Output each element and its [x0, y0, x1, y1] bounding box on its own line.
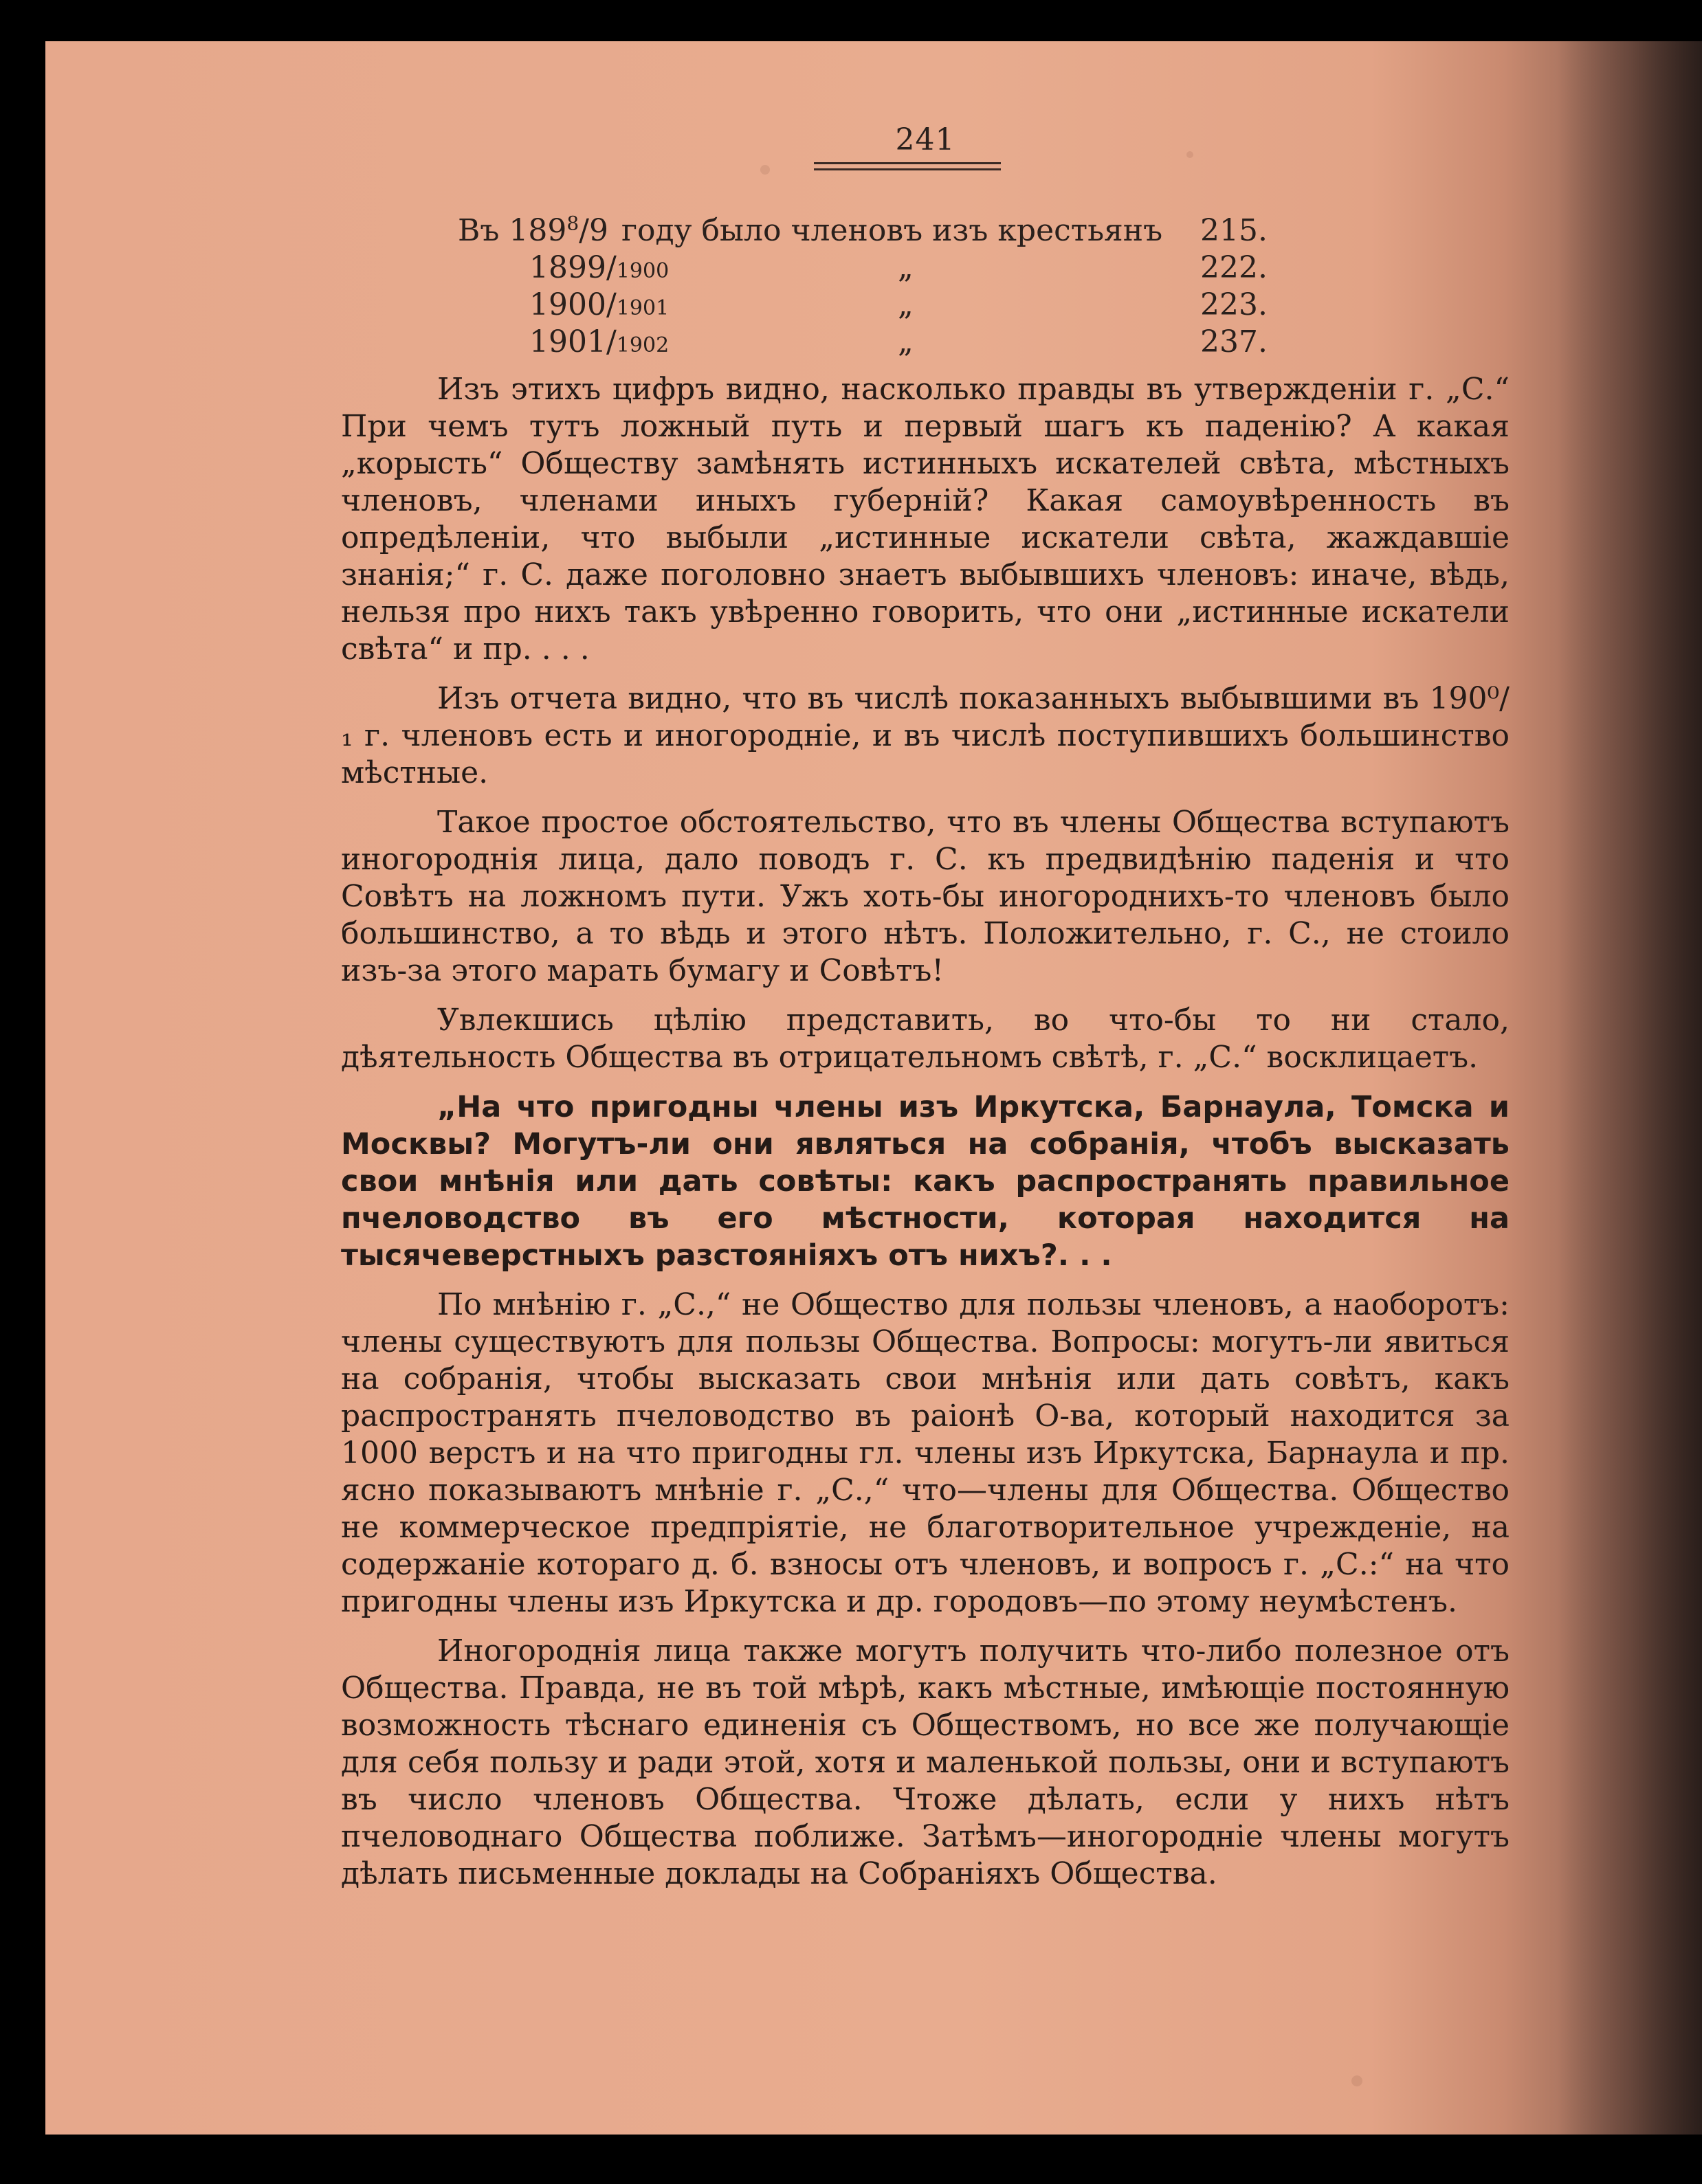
stat-value: 223. — [1200, 287, 1268, 322]
ink-spot — [1186, 151, 1193, 158]
paragraph: Такое простое обстоятельство, что въ члены Общества вступаютъ иногороднія лица, дало поводъ г. С. къ предвидѣнію паденія и что Совѣтъ на ложномъ пути. Ужъ хоть-бы иногороднихъ-то членовъ было большинство, а то вѣдь и этого нѣтъ. Положительно, г. С., не стоило изъ-за этого марать бумагу и Совѣтъ! — [341, 805, 1510, 988]
stat-year: Въ $189^8/9$ — [458, 212, 608, 248]
quoted-passage: „На что пригодны члены изъ Иркутска, Барнаула, Томска и Москвы? Могутъ-ли они являться на собранія, чтобъ высказать свои мнѣнія или дать совѣты: какъ распространять правильное пчеловодство въ его мѣстности, которая находится на тысячеверстныхъ разстояніяхъ отъ нихъ?. . . — [341, 1090, 1510, 1273]
stat-year: 1901/1902 — [529, 324, 670, 359]
stat-value: 215. — [1200, 213, 1268, 248]
stat-year: 1899/1900 — [529, 250, 670, 285]
membership-stats — [458, 213, 1324, 361]
ditto-mark: „ — [898, 324, 914, 359]
stat-row — [458, 324, 1324, 361]
ditto-mark: „ — [898, 250, 914, 285]
paragraph: Увлекшись цѣлію представить, во что-бы то ни стало, дѣятельность Общества въ отрицательномъ свѣтѣ, г. „С.“ восклицаетъ. — [341, 1003, 1510, 1075]
stat-row — [458, 250, 1324, 287]
paragraph: Изъ этихъ цифръ видно, насколько правды въ утвержденіи г. „С.“ При чемъ тутъ ложный путь и первый шагъ къ паденію? А какая „корысть“ Обществу замѣнять истинныхъ искателей свѣта, мѣстныхъ членовъ, членами иныхъ губерній? Какая самоувѣренность въ опредѣленіи, что выбыли „истинные искатели свѣта, жаждавшіе знанія;“ г. С. даже поголовно знаетъ выбывшихъ членовъ: иначе, вѣдь, нельзя про нихъ такъ увѣренно говорить, что они „истинные искатели свѣта“ и пр. . . . — [341, 372, 1510, 667]
header-rule — [814, 168, 1001, 170]
header-rule — [814, 162, 1001, 164]
paragraph: Изъ отчета видно, что въ числѣ показанныхъ выбывшими въ 190⁰/₁ г. членовъ есть и иногородніе, и въ числѣ поступившихъ большинство мѣстные. — [341, 681, 1510, 790]
paragraph: По мнѣнію г. „С.,“ не Общество для пользы членовъ, а наоборотъ: члены существуютъ для пользы Общества. Вопросы: могутъ-ли явиться на собранія, чтобы высказать свои мнѣнія или дать совѣтъ, какъ распространять пчеловодство въ раіонѣ О-ва, который находится за 1000 верстъ и на что пригодны гл. члены изъ Иркутска, Барнаула и пр. ясно показываютъ мнѣніе г. „С.,“ что—члены для Общества. Общество не коммерческое предпріятіе, не благотворительное учрежденіе, на содержаніе котораго д. б. взносы отъ членовъ, и вопросъ г. „С.:“ на что пригодны члены изъ Иркутска и др. городовъ—по этому неумѣстенъ. — [341, 1287, 1510, 1619]
page-number: 241 — [895, 122, 955, 157]
ink-spot — [1351, 2075, 1362, 2086]
ditto-mark: „ — [898, 287, 914, 322]
book-page — [45, 41, 1702, 2135]
page-body-text — [341, 371, 1510, 1905]
stat-label: году было членовъ изъ крестьянъ — [621, 213, 1163, 248]
stat-value: 237. — [1200, 324, 1268, 359]
stat-row — [458, 213, 1324, 250]
paragraph: Иногороднія лица также могутъ получить что-либо полезное отъ Общества. Правда, не въ той мѣрѣ, какъ мѣстные, имѣющіе постоянную возможность тѣснаго единенія съ Обществомъ, но все же получающіе для себя пользу и ради этой, хотя и маленькой пользы, они и вступаютъ въ число членовъ Общества. Чтоже дѣлать, если у нихъ нѣтъ пчеловоднаго Общества поближе. Затѣмъ—иногородніе члены могутъ дѣлать письменные доклады на Собраніяхъ Общества. — [341, 1634, 1510, 1891]
ink-spot — [760, 165, 770, 175]
stat-value: 222. — [1200, 250, 1268, 285]
book-spine-shadow — [1558, 41, 1702, 2135]
stat-row — [458, 287, 1324, 324]
stat-year: 1900/1901 — [529, 287, 670, 322]
